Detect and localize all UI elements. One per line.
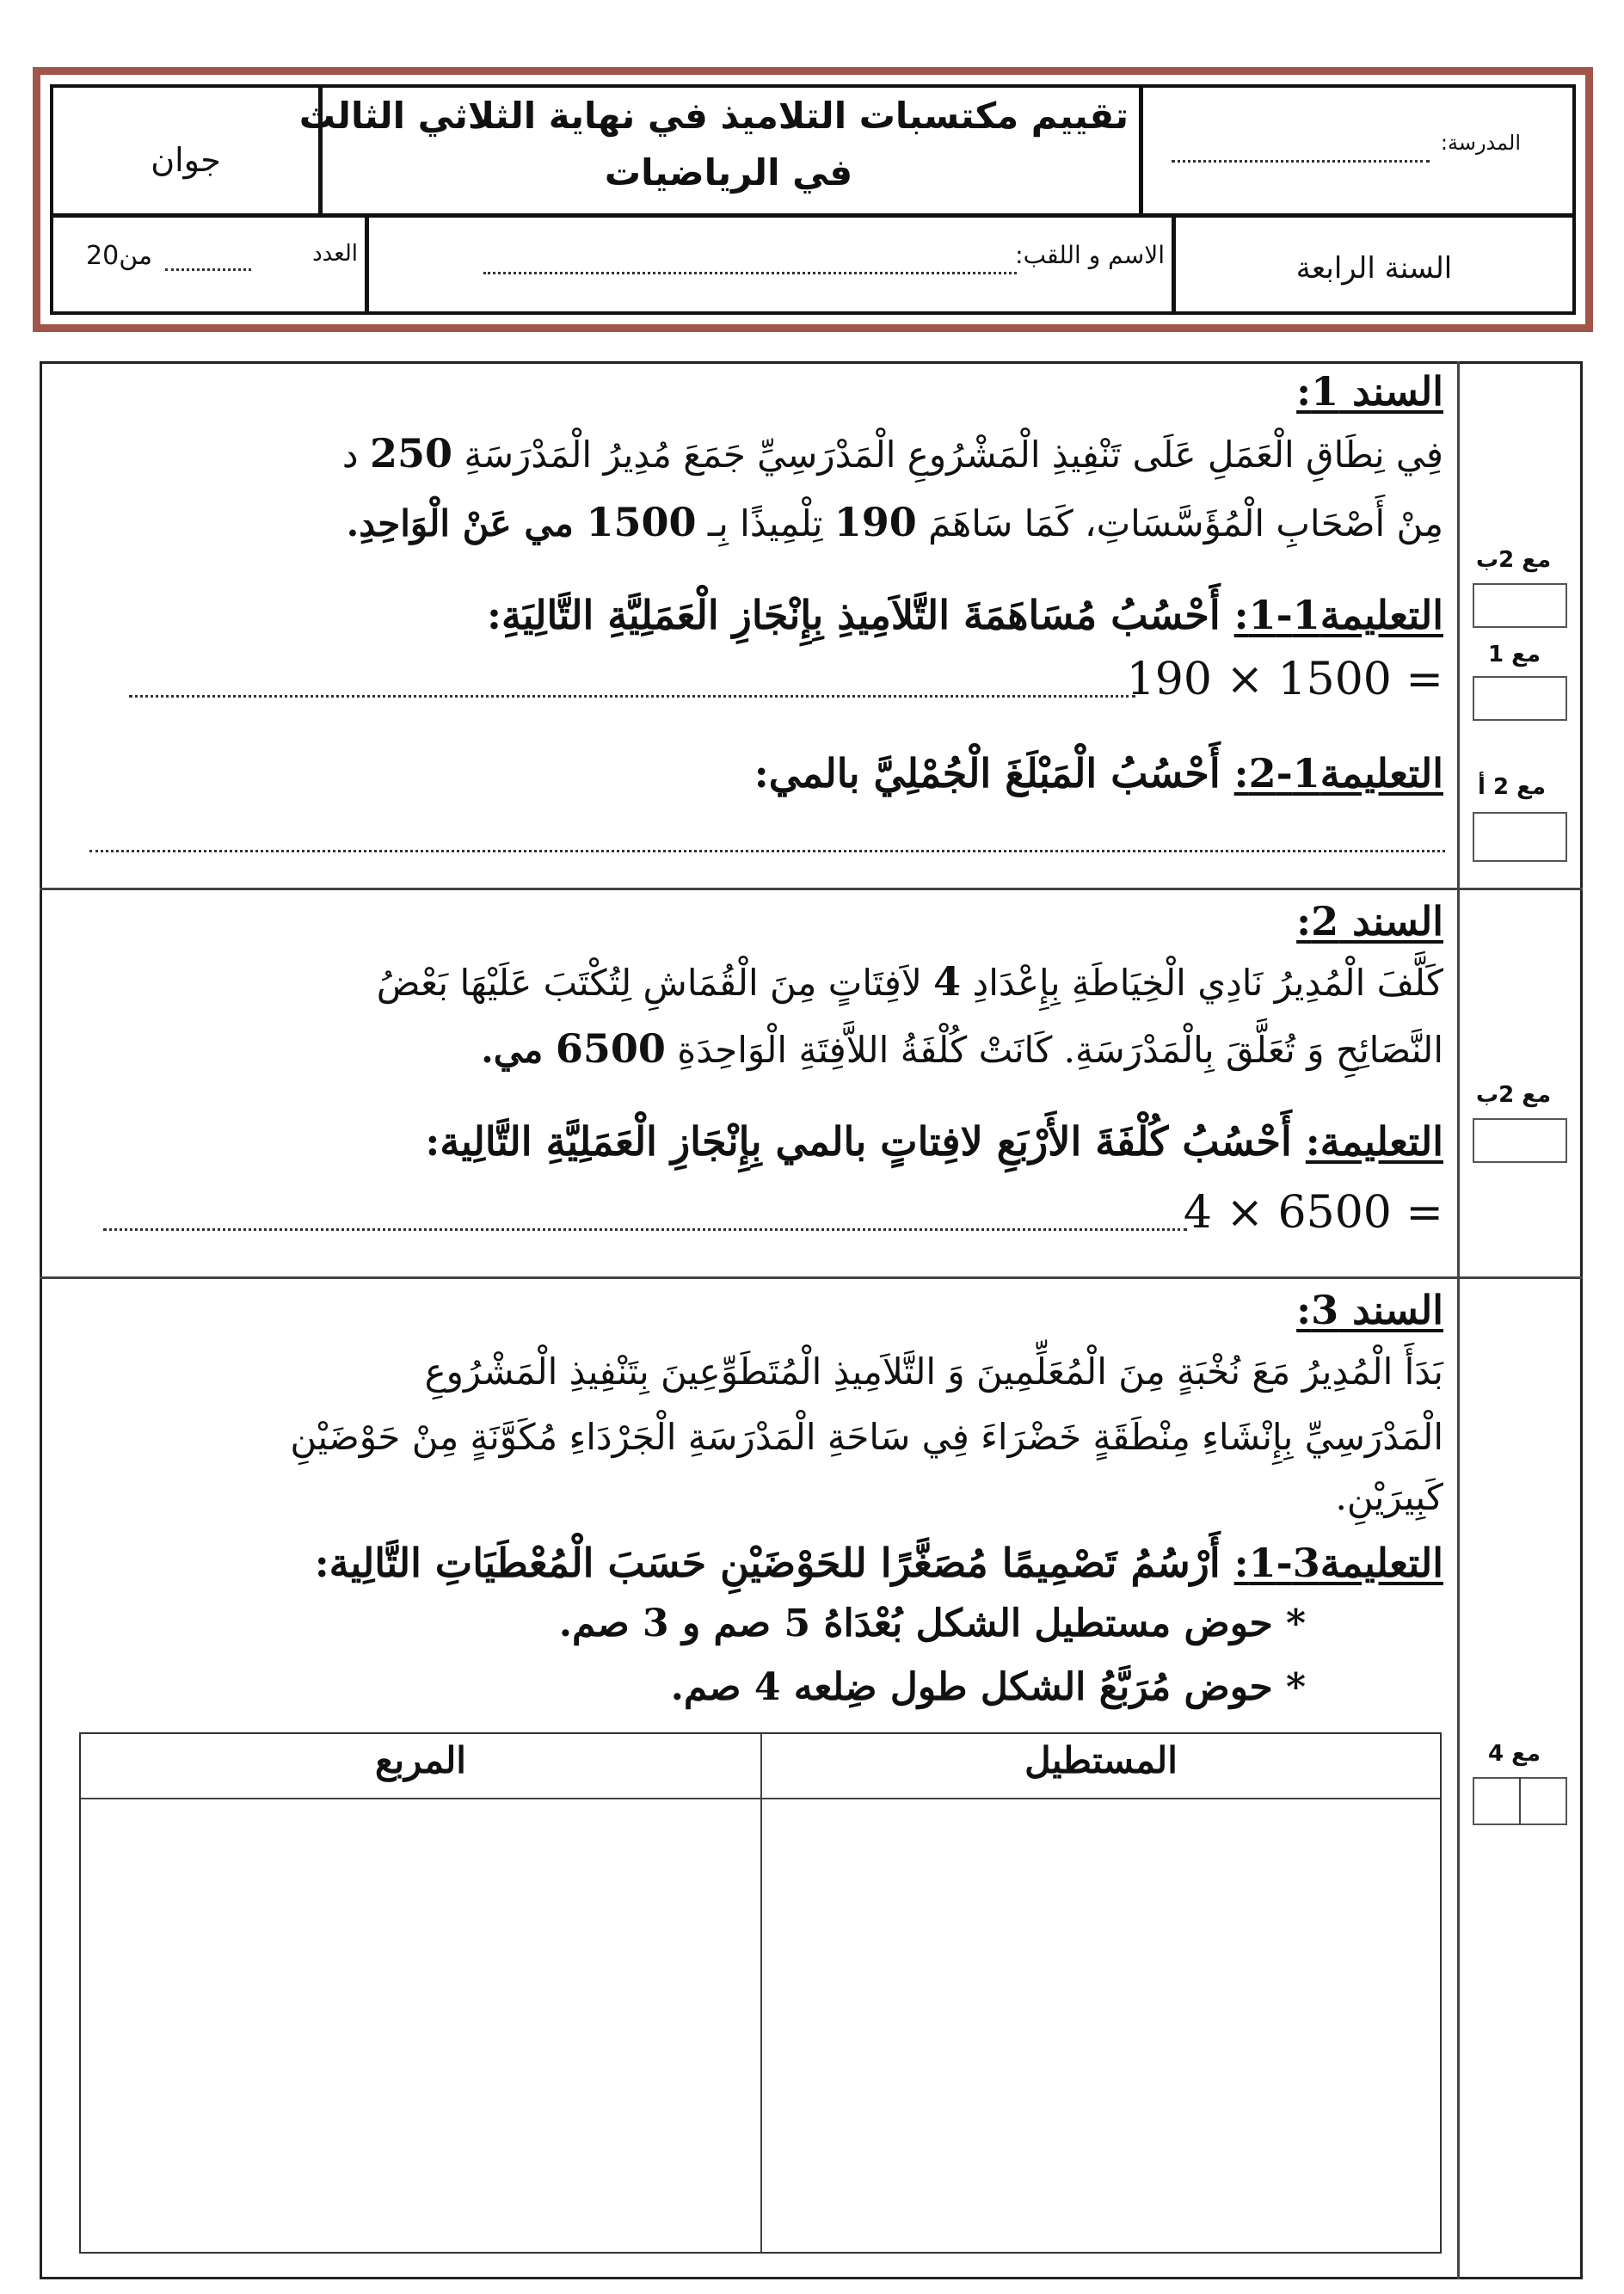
section-1-line-2 [347,499,1443,545]
section-3-line-1: بَدَأَ الْمُدِيرُ مَعَ نُخْبَةٍ مِنَ الْمُعَلِّمِينَ وَ التَّلاَمِيذِ الْمُتَطَوِّعِينَ بِتَنْفِيذِ الْمَشْرُوعِ [424,1350,1443,1393]
square-drawing-area[interactable] [83,1801,759,2250]
task-text: أَحْسُبُ كُلْفَةَ الأَرْبَعِ لافِتاتٍ بالمي بِإِنْجَازِ الْعَمَلِيَّةِ التَّالِية: [425,1118,1306,1165]
text-run: النَّصَائِحِ وَ تُعَلَّقَ بِالْمَدْرَسَةِ. كَانَتْ كُلْفَةُ اللاَّفِتَةِ الْوَاحِدَةِ [665,1029,1443,1071]
task-label: التعليمة1-1: [1233,592,1443,638]
exam-month: جوان [151,141,221,179]
score-label-c: مع 2 أ [1478,774,1546,800]
text-run: تِلْمِيذًا بِـ [696,502,834,544]
task-text: أَرْسُمُ تَصْمِيمًا مُصَغَّرًا للحَوْضَيْنِ حَسَبَ الْمُعْطَيَاتِ التَّالِية: [314,1540,1234,1586]
section-3-line-2: الْمَدْرَسِيِّ بِإِنْشَاءِ مِنْطَقَةٍ خَضْرَاءَ فِي سَاحَةِ الْمَدْرَسَةِ الْجَرْدَاءِ مُكَوَّنَةٍ مِنْ حَوْضَيْنِ [290,1416,1443,1458]
score-box-b[interactable] [1473,676,1567,721]
text-run: كَلَّفَ الْمُدِيرُ نَادِي الْخِيَاطَةِ بِإِعْدَادِ [961,962,1443,1004]
task-1-1-answer-field[interactable] [129,695,1135,698]
text-run: مي عَنْ الْوَاحِدِ. [346,502,587,544]
task-label: التعليمة: [1305,1118,1443,1165]
header-vline [1139,88,1143,213]
column-header-square: المربع [375,1739,466,1781]
drawing-table [79,1732,1442,2254]
grade-level: السنة الرابعة [1295,251,1453,286]
school-label: المدرسة: [1440,131,1521,155]
name-field[interactable] [483,272,1017,274]
row-separator [40,1276,1583,1279]
banners-count: 4 [933,958,962,1005]
text-run: مي. [481,1029,556,1071]
section-1-title-text: السند 1: [1296,368,1443,415]
score-label-b: مع 1 [1488,642,1541,667]
text-run: لاَفِتَاتٍ مِنَ الْقُمَاشِ لِتُكْتَبَ عَلَيْهَا بَعْضُ [376,962,934,1004]
bullet-rectangle: * حوض مستطيل الشكل بُعْدَاهُ 5 صم و 3 صم. [558,1602,1306,1645]
section-2-title [1296,898,1443,944]
drawing-table-column-line [760,1734,762,2252]
header-table [50,84,1576,315]
score-label: العدد [312,241,358,267]
score-total: من20 [86,241,153,271]
text-run: فِي نِطَاقِ الْعَمَلِ عَلَى تَنْفِيذِ الْمَشْرُوعِ الْمَدْرَسِيِّ جَمَعَ مُدِيرُ الْمَدْرَسَةِ [452,434,1443,476]
task-1-2 [754,750,1443,796]
task-2-answer-field[interactable] [103,1228,1187,1231]
name-label: الاسم و اللقب: [1015,241,1165,269]
task-2-expression: 4 × 6500 = [1183,1187,1443,1239]
text-run: مِنْ أَصْحَابِ الْمُؤَسَّسَاتِ، كَمَا سَاهَمَ [916,502,1443,544]
score-column-divider [1457,361,1460,2279]
task-label: التعليمة3-1: [1233,1540,1443,1586]
school-dots [1172,160,1430,163]
task-text: أَحْسُبُ مُسَاهَمَةَ التَّلاَمِيذِ بِإِنْجَازِ الْعَمَلِيَّةِ التَّالِيَةِ: [487,592,1234,638]
exam-subject: في الرياضيات [604,151,853,194]
score-box-c[interactable] [1473,812,1567,862]
section-3-title-text: السند 3: [1296,1287,1443,1333]
exam-title: تقييم مكتسبات التلاميذ في نهاية الثلاثي الثالث [298,95,1129,137]
header-divider [53,213,1572,218]
amount-value: 250 [369,430,452,477]
task-1-1 [487,592,1443,638]
score-box-a[interactable] [1473,583,1567,628]
section-2-title-text: السند 2: [1296,898,1443,944]
bullet-square: * حوض مُرَبَّعُ الشكل طول ضِلعه 4 صم. [670,1665,1306,1709]
section-3-title [1296,1287,1443,1333]
column-header-rectangle: المستطيل [1024,1739,1178,1781]
task-3-1 [315,1540,1443,1586]
rectangle-drawing-area[interactable] [764,1801,1438,2250]
contribution-value: 1500 [586,499,697,545]
score-box-section-2[interactable] [1473,1118,1567,1163]
section-1-line-1 [342,430,1443,477]
banner-price: 6500 [555,1025,666,1072]
score-box-divider [1519,1777,1521,1825]
section-2-line-1 [377,958,1443,1005]
section-3-line-3: كَبِيرَيْنِ. [1335,1476,1443,1518]
score-field[interactable] [165,268,251,271]
students-value: 190 [834,499,917,545]
section-1-title [1296,368,1443,415]
text-run: د [341,434,370,476]
task-2 [425,1118,1443,1165]
score-label-section-2: مع 2ب [1476,1082,1552,1108]
task-label: التعليمة1-2: [1233,750,1443,796]
score-label-a: مع 2ب [1476,547,1552,573]
task-1-2-answer-field[interactable] [89,850,1445,852]
section-2-line-2 [481,1025,1443,1072]
header-vline [365,218,369,311]
task-text: أَحْسُبُ الْمَبْلَغَ الْجُمْلِيَّ بالمي: [754,750,1234,796]
row-separator [40,888,1583,890]
score-label-section-3: مع 4 [1488,1741,1541,1767]
task-1-1-expression: 190 × 1500 = [1126,654,1443,705]
